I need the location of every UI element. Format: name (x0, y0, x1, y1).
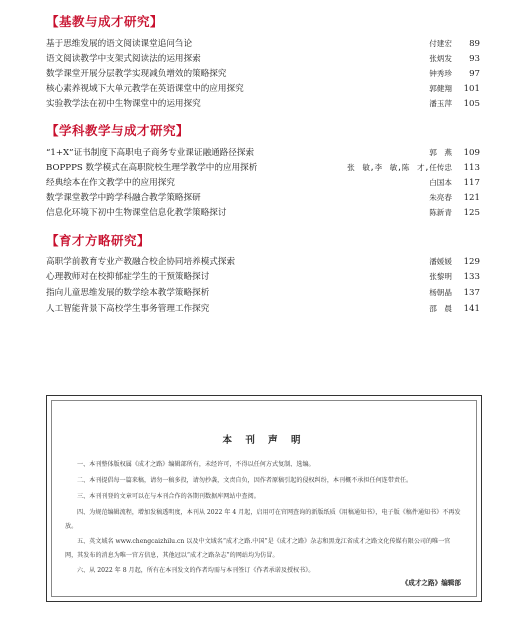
toc-entry[interactable] (46, 206, 480, 220)
notice-paragraph: 一、本刊整体版权属《成才之路》编辑部所有，未经许可，不得以任何方式复制、选编。 (77, 461, 315, 468)
toc-entry-title: “1+X”证书制度下高职电子商务专业课证融通路径探索 (46, 148, 255, 158)
toc-entry-author: 张黎明 (429, 272, 452, 281)
toc-entry[interactable] (46, 286, 480, 300)
toc-entry[interactable] (46, 270, 480, 284)
toc-entry-page: 141 (463, 304, 480, 314)
notice-paragraph: 四、为规范编辑流程，增加发稿透明度，本刊从 2022 年 4 月起，启用可在官网查询的新版纸质《用稿通知书》，电子版《稿件通知书》不再发放。 (65, 509, 461, 530)
toc-entry-page: 89 (469, 39, 480, 49)
toc-entry-page: 97 (469, 69, 480, 79)
toc-entry-page: 105 (463, 99, 480, 109)
section-title-subject-teaching: 【学科教学与成才研究】 (46, 123, 190, 138)
toc-entry[interactable] (46, 146, 480, 160)
notice-paragraph: 五、英文域名 www.chengcaizhilu.cn 以及中文域名“成才之路.中国”是《成才之路》杂志和黑龙江省成才之路文化传媒有限公司的唯一官网，其发布的消息为唯一官方信息，其他冠以“成才之路杂志”的网站均为仿冒。 (65, 538, 451, 559)
toc-entry-title: 语文阅读教学中支架式阅读法的运用探索 (46, 54, 201, 64)
notice-paragraph: 三、本刊刊登的文章可以在与本刊合作的各期刊数据库网站中查阅。 (77, 493, 260, 500)
toc-entry[interactable] (46, 37, 480, 51)
toc-entry-author: 张 敏,李 敏,陈 才,任传忠 (347, 163, 452, 172)
toc-entry-page: 113 (463, 163, 480, 173)
notice-paragraph: 二、本刊提倡每一篇来稿，请勿一稿多投，请勿抄袭，文责自负，因作者原稿引起的侵权纠纷，本刊概不承担任何连带责任。 (77, 477, 413, 484)
toc-entry-author: 潘玉萍 (429, 99, 452, 108)
toc-entry[interactable] (46, 67, 480, 81)
toc-entry-author: 付建宏 (429, 39, 452, 48)
toc-entry-author: 张炳发 (429, 54, 452, 63)
toc-entry-title: 数学课堂教学中跨学科融合教学策略探研 (46, 193, 201, 203)
toc-entry-title: 高职学前教育专业产教融合校企协同培养模式探索 (46, 257, 236, 267)
toc-entry-page: 129 (463, 257, 480, 267)
toc-entry-author: 陈新青 (429, 208, 452, 217)
toc-entry-author: 钟秀珍 (429, 69, 452, 78)
toc-entry-title: 经典绘本在作文教学中的应用探究 (46, 178, 175, 188)
toc-entry-author: 邵 晨 (429, 304, 452, 313)
toc-entry-title: 实验教学法在初中生物课堂中的运用探究 (46, 99, 201, 109)
journal-notice-box (46, 395, 482, 602)
toc-entry-title: 人工智能背景下高校学生事务管理工作探究 (46, 304, 210, 314)
toc-entry-author: 朱亮春 (429, 193, 452, 202)
toc-entry[interactable] (46, 97, 480, 111)
toc-entry[interactable] (46, 255, 480, 269)
toc-entry-page: 109 (463, 148, 480, 158)
notice-title: 本 刊 声 明 (222, 435, 306, 446)
notice-signature: 《成才之路》编辑部 (401, 579, 461, 587)
section-title-talent-strategy: 【育才方略研究】 (46, 233, 151, 248)
toc-entry-page: 121 (463, 193, 480, 203)
toc-entry-author: 潘媛媛 (429, 257, 452, 266)
toc-entry-title: 心理教师对在校抑郁症学生的干预策略探讨 (46, 272, 210, 282)
toc-entry-title: 核心素养视域下大单元教学在英语课堂中的应用探究 (46, 84, 244, 94)
toc-entry[interactable] (46, 52, 480, 66)
toc-entry[interactable] (46, 191, 480, 205)
toc-entry-title: 基于思维发展的语文阅读课堂追问刍论 (46, 39, 193, 49)
toc-entry-page: 93 (469, 54, 480, 64)
toc-entry-page: 117 (463, 178, 480, 188)
toc-entry[interactable] (46, 161, 480, 175)
toc-entry-page: 125 (463, 208, 480, 218)
toc-entry-title: 指向儿童思维发展的数学绘本教学策略探析 (46, 288, 210, 298)
toc-entry-title: 信息化环境下初中生物课堂信息化教学策略探讨 (46, 208, 227, 218)
toc-entry-title: BOPPPS 数学模式在高职院校生理学教学中的应用探析 (46, 163, 258, 173)
section-title-basic-education: 【基教与成才研究】 (46, 14, 164, 29)
toc-entry-author: 郭健翔 (429, 84, 452, 93)
notice-paragraph: 六、从 2022 年 8 月起，所有在本刊发文的作者均需与本刊签订《作者承诺及授权书》。 (77, 567, 315, 574)
toc-entry-title: 数学课堂开展分层教学实现减负增效的策略探究 (46, 69, 227, 79)
toc-entry[interactable] (46, 302, 480, 316)
toc-entry[interactable] (46, 82, 480, 96)
toc-entry-author: 白国本 (429, 178, 452, 187)
toc-entry[interactable] (46, 176, 480, 190)
toc-entry-page: 137 (463, 288, 480, 298)
toc-entry-page: 133 (463, 272, 480, 282)
toc-entry-page: 101 (463, 84, 480, 94)
toc-entry-author: 杨朝晶 (429, 288, 452, 297)
toc-entry-author: 郭 燕 (429, 148, 452, 157)
